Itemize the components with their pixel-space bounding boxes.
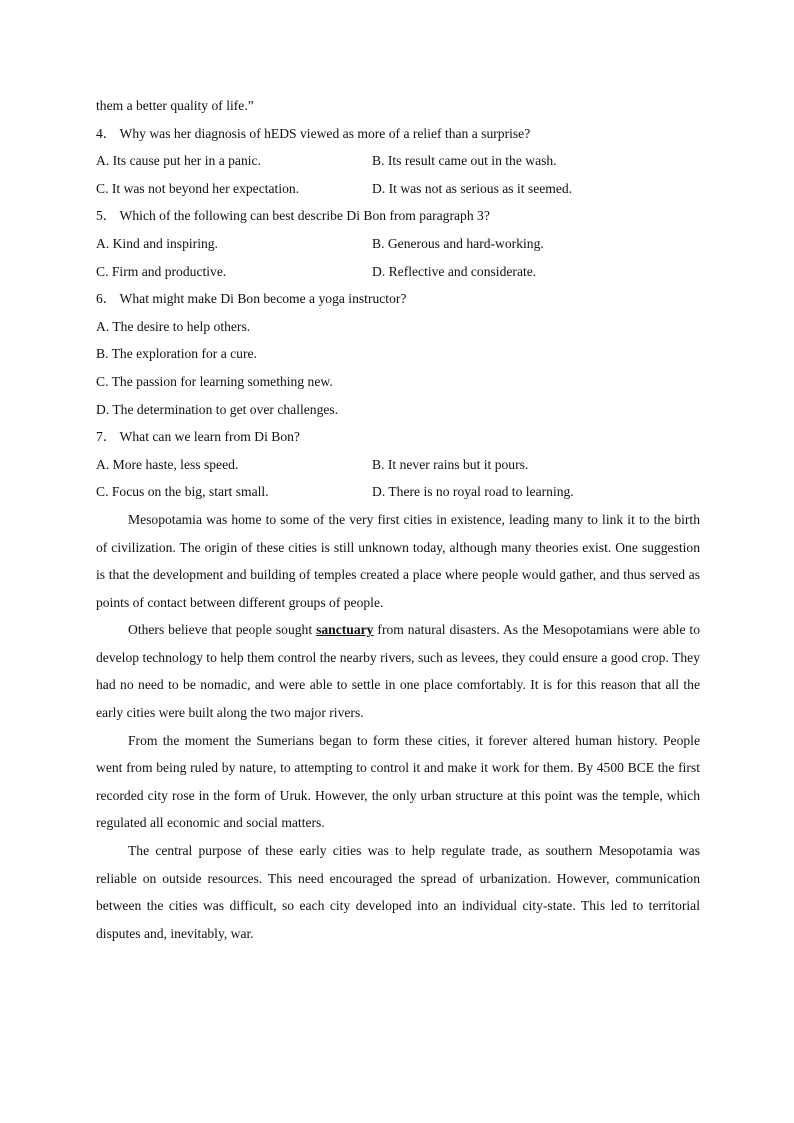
passage-paragraph-2 xyxy=(96,616,700,726)
question-4-option-c[interactable]: C. It was not beyond her expectation. xyxy=(96,180,300,196)
passage-paragraph-1: Mesopotamia was home to some of the very first cities in existence, leading many to link it to the birth of civilization. The origin of these cities is still unknown today, although many theories exist. One suggestion is that the development and building of temples created a place where people would gather, and thus served as points of contact between different groups of people. xyxy=(96,511,700,610)
document-page xyxy=(96,92,700,947)
question-5-option-a[interactable]: A. Kind and inspiring. xyxy=(96,235,218,251)
question-4-option-b[interactable]: B. Its result came out in the wash. xyxy=(372,153,557,169)
question-4-options-row-2 xyxy=(96,175,700,203)
question-6-option-d[interactable]: D. The determination to get over challenges. xyxy=(96,401,339,417)
question-6-option-c[interactable]: C. The passion for learning something new. xyxy=(96,373,333,389)
question-5-options-row-1 xyxy=(96,230,700,258)
question-4-stem: 4． Why was her diagnosis of hEDS viewed as more of a relief than a surprise? xyxy=(96,125,531,141)
question-5-options-row-2 xyxy=(96,258,700,286)
question-7-stem: 7． What can we learn from Di Bon? xyxy=(96,429,300,445)
question-7-option-a[interactable]: A. More haste, less speed. xyxy=(96,456,239,472)
question-7-option-c[interactable]: C. Focus on the big, start small. xyxy=(96,484,269,500)
question-5-option-c[interactable]: C. Firm and productive. xyxy=(96,263,227,279)
question-4-options-row-1 xyxy=(96,147,700,175)
passage-paragraph-2-after: from natural disasters. As the Mesopotamians were able to develop technology to help them control the nearby rivers, such as levees, they could ensure a good crop. They had no need to be nomadic, and were able to settle in one place comfortably. It is for this reason that all the early cities were built along the two major rivers. xyxy=(96,622,701,721)
question-5-option-d[interactable]: D. Reflective and considerate. xyxy=(372,263,537,279)
question-5-stem: 5． Which of the following can best describe Di Bon from paragraph 3? xyxy=(96,208,490,224)
passage-paragraph-3: From the moment the Sumerians began to form these cities, it forever altered human history. People went from being ruled by nature, to attempting to control it and make it work for them. By 4500 BCE the first recorded city rose in the form of Uruk. However, the only urban structure at this point was the temple, which regulated all economic and social matters. xyxy=(96,732,700,831)
question-7-options-row-2 xyxy=(96,478,700,506)
question-6-option-b[interactable]: B. The exploration for a cure. xyxy=(96,346,257,362)
passage-paragraph-2-before: Others believe that people sought xyxy=(128,622,317,638)
question-6-option-a[interactable]: A. The desire to help others. xyxy=(96,318,251,334)
question-5-option-b[interactable]: B. Generous and hard-working. xyxy=(372,235,544,251)
question-7-options-row-1 xyxy=(96,451,700,479)
passage-paragraph-4: The central purpose of these early cities was to help regulate trade, as southern Mesopotamia was reliable on outside resources. This need encouraged the spread of urbanization. However, communication between the cities was difficult, so each city developed into an individual city-state. This led to territorial disputes and, inevitably, war. xyxy=(96,843,700,941)
question-6-stem: 6． What might make Di Bon become a yoga instructor? xyxy=(96,291,407,307)
question-4-option-a[interactable]: A. Its cause put her in a panic. xyxy=(96,153,261,169)
question-7-option-d[interactable]: D. There is no royal road to learning. xyxy=(372,484,574,500)
question-7-option-b[interactable]: B. It never rains but it pours. xyxy=(372,456,529,472)
passage-tail: them a better quality of life.” xyxy=(96,98,254,113)
keyword-sanctuary: sanctuary xyxy=(316,622,374,638)
question-4-option-d[interactable]: D. It was not as serious as it seemed. xyxy=(372,180,573,196)
